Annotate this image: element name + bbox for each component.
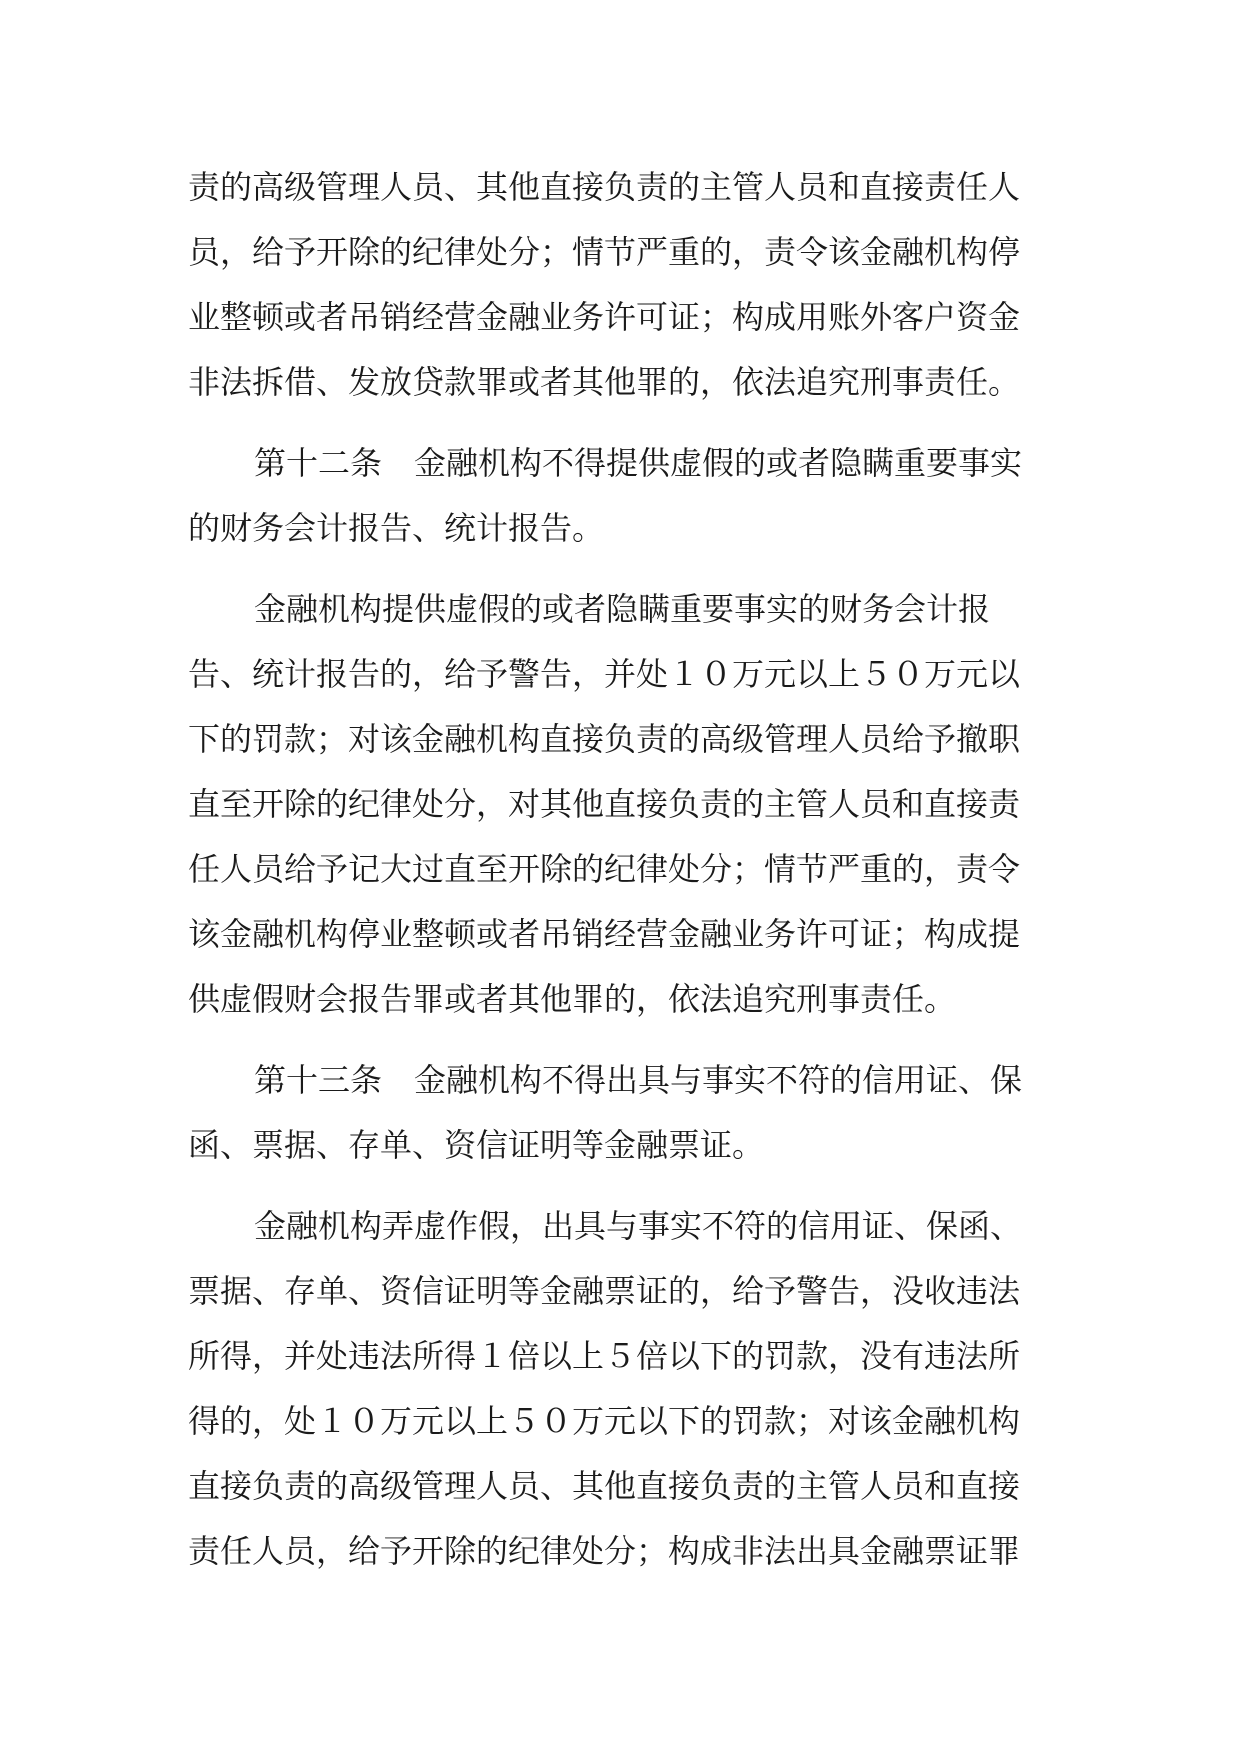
text-line: 票据、存单、资信证明等金融票证的，给予警告，没收违法 [188,1272,1021,1310]
paragraph-gap [188,1032,1058,1048]
text-line: 的财务会计报告、统计报告。 [188,509,605,547]
text-line: 下的罚款；对该金融机构直接负责的高级管理人员给予撤职 [188,720,1021,758]
text-line: 供虚假财会报告罪或者其他罪的，依法追究刑事责任。 [188,980,957,1018]
text-line: 金融机构提供虚假的或者隐瞒重要事实的财务会计报 [254,590,991,628]
text-line: 非法拆借、发放贷款罪或者其他罪的，依法追究刑事责任。 [188,363,1021,401]
text-line: 得的，处１０万元以上５０万元以下的罚款；对该金融机构 [188,1402,1021,1440]
article-13 [188,1048,1058,1178]
text-line: 员，给予开除的纪律处分；情节严重的，责令该金融机构停 [188,233,1021,271]
paragraph-gap [188,415,1058,431]
text-line: 业整顿或者吊销经营金融业务许可证；构成用账外客户资金 [188,298,1021,336]
text-line: 任人员给予记大过直至开除的纪律处分；情节严重的，责令 [188,850,1021,888]
article-12 [188,431,1058,561]
article-heading-line: 第十二条 金融机构不得提供虚假的或者隐瞒重要事实 [254,444,1023,482]
text-line: 金融机构弄虚作假，出具与事实不符的信用证、保函、 [254,1207,1023,1245]
article-heading-line: 第十三条 金融机构不得出具与事实不符的信用证、保 [254,1061,1023,1099]
text-line: 所得，并处违法所得１倍以上５倍以下的罚款，没有违法所 [188,1337,1021,1375]
text-line: 该金融机构停业整顿或者吊销经营金融业务许可证；构成提 [188,915,1021,953]
paragraph-1 [188,155,1058,415]
paragraph-5 [188,1194,1058,1584]
paragraph-gap [188,1178,1058,1194]
document-body [188,155,1058,1584]
text-line: 责的高级管理人员、其他直接负责的主管人员和直接责任人 [188,168,1021,206]
text-line: 函、票据、存单、资信证明等金融票证。 [188,1126,765,1164]
text-line: 直至开除的纪律处分，对其他直接负责的主管人员和直接责 [188,785,1021,823]
text-line: 责任人员，给予开除的纪律处分；构成非法出具金融票证罪 [188,1532,1021,1570]
paragraph-gap [188,561,1058,577]
paragraph-3 [188,577,1058,1032]
text-line: 直接负责的高级管理人员、其他直接负责的主管人员和直接 [188,1467,1021,1505]
text-line: 告、统计报告的，给予警告，并处１０万元以上５０万元以 [188,655,1021,693]
